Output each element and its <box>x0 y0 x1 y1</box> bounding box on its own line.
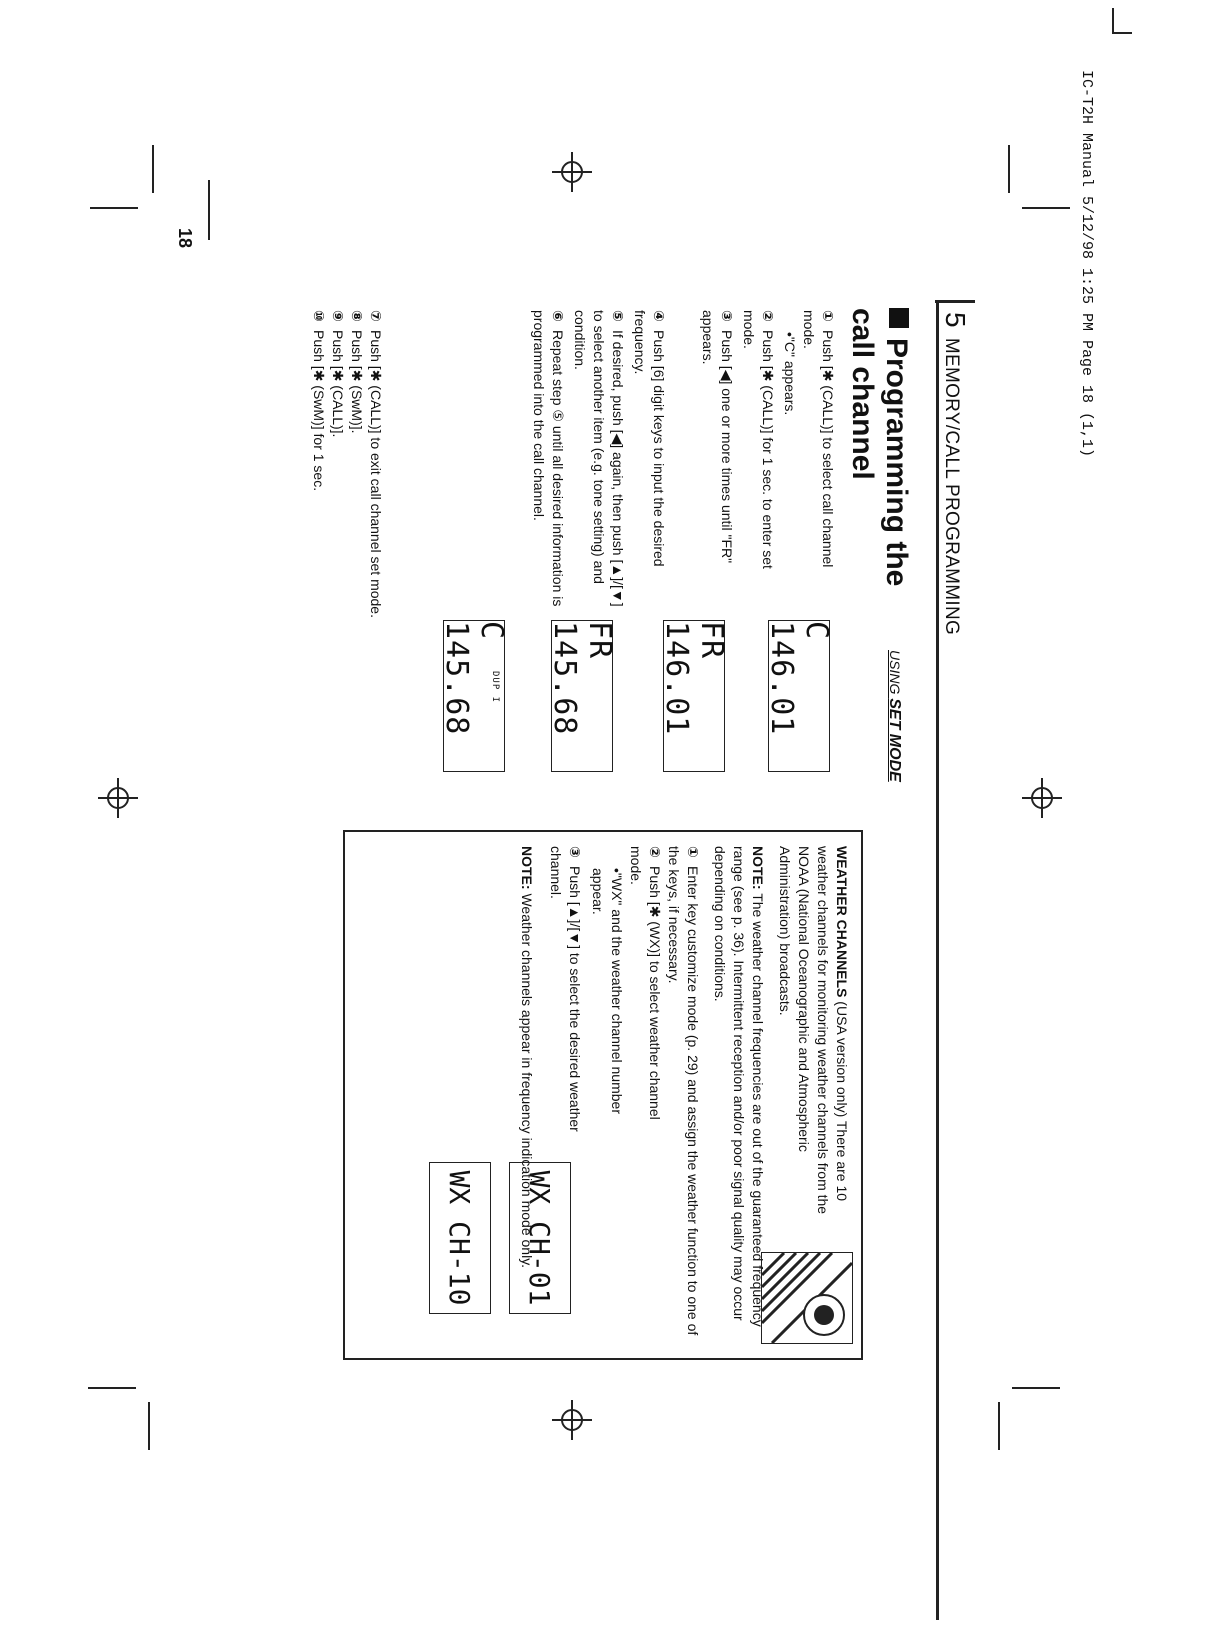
crop-mark <box>1112 8 1114 34</box>
crop-mark <box>1022 207 1070 209</box>
step-6: ⑥Repeat step ⑤ until all desired information is programmed into the call channel. <box>531 310 566 607</box>
chapter-heading <box>939 312 971 635</box>
chapter-title: MEMORY/CALL PROGRAMMING <box>941 337 962 636</box>
page-number: 18 <box>175 228 195 249</box>
step-4: ④Push [6] digit keys to input the desired frequency. <box>632 310 667 567</box>
weather-step-3: ③Push [▲]/[▼] to select the desired weather channel. <box>548 846 583 1132</box>
crop-mark <box>998 1402 1000 1450</box>
registration-mark-top <box>552 152 592 192</box>
crop-mark <box>1012 1387 1060 1389</box>
weather-step-1: ①Enter key customize mode (p. 29) and assign the weather function to one of the keys, if necessary. <box>666 846 701 1336</box>
chapter-rule <box>935 300 975 303</box>
weather-step-2: ②Push [✱ (WX)] to select weather channel mode. •"WX" and the weather channel number appear. <box>590 846 663 1120</box>
step-9: ⑨Push [✱ (CALL)]. <box>330 310 346 438</box>
step-2: ②Push [✱ (CALL)] for 1 sec. to enter set mode. <box>741 310 776 569</box>
step-1: ①Push [✱ (CALL)] to select call channel mode. •"C" appears. <box>782 310 836 568</box>
crop-mark <box>1008 145 1010 193</box>
wx-lcd-display-2: WX CH-10 <box>429 1162 491 1314</box>
step-7: ⑦Push [✱ (CALL)] to exit call channel set mode. <box>368 310 384 618</box>
lcd-display-1: C 146.01 <box>768 620 830 772</box>
crop-mark <box>1112 32 1132 34</box>
chapter-number: 5 <box>940 312 971 328</box>
weather-intro: WEATHER CHANNELS (USA version only) There are 10 weather channels for monitoring weather channels from the NOAA (National Oceanographic and Atmospheric Administration) broadcasts. <box>777 846 850 1215</box>
lcd-display-4: DUP I C 145.68 <box>443 620 505 772</box>
crop-mark <box>152 145 154 193</box>
lcd-display-2: FR 146.01 <box>663 620 725 772</box>
crop-mark <box>208 180 210 240</box>
step-5: ⑤If desired, push [◀] again, then push [▲]/[▼] to select another item (e.g. tone setting) and condition. <box>572 310 626 607</box>
section-title: Programming the call channel <box>846 308 913 587</box>
registration-mark-left <box>98 778 138 818</box>
crop-mark <box>90 207 138 209</box>
step-10: ⑩Push [✱ (SwM)] for 1 sec. <box>311 310 327 492</box>
print-slug: IC-T2H Manual 5/12/98 1:25 PM Page 18 (1,1) <box>1078 70 1095 458</box>
call-steps <box>526 310 837 610</box>
crop-mark <box>148 1402 150 1450</box>
weather-note-2: NOTE: Weather channels appear in frequency indication mode only. <box>519 846 535 1269</box>
lcd-display-3: FR 145.68 <box>551 620 613 772</box>
step-3: ③Push [◀] one or more times until "FR" appears. <box>700 310 735 564</box>
step-8: ⑧Push [✱ (SwM)]. <box>349 310 365 434</box>
weather-note: NOTE: The weather channel frequencies are out of the guaranteed frequency range (see p. 36). Intermittent reception and/or poor signal quality may occur depending on conditions. <box>712 846 766 1327</box>
exit-steps <box>309 310 385 618</box>
page-content <box>235 300 975 1630</box>
weather-channels-box <box>343 830 863 1360</box>
wx-lcd-display-1: WX CH-01 <box>509 1162 571 1314</box>
crop-mark <box>88 1387 136 1389</box>
weather-sun-icon <box>761 1252 853 1344</box>
section-subtitle: USING SET MODE <box>886 650 903 782</box>
square-bullet-icon <box>889 308 909 328</box>
registration-mark-right <box>1022 778 1062 818</box>
